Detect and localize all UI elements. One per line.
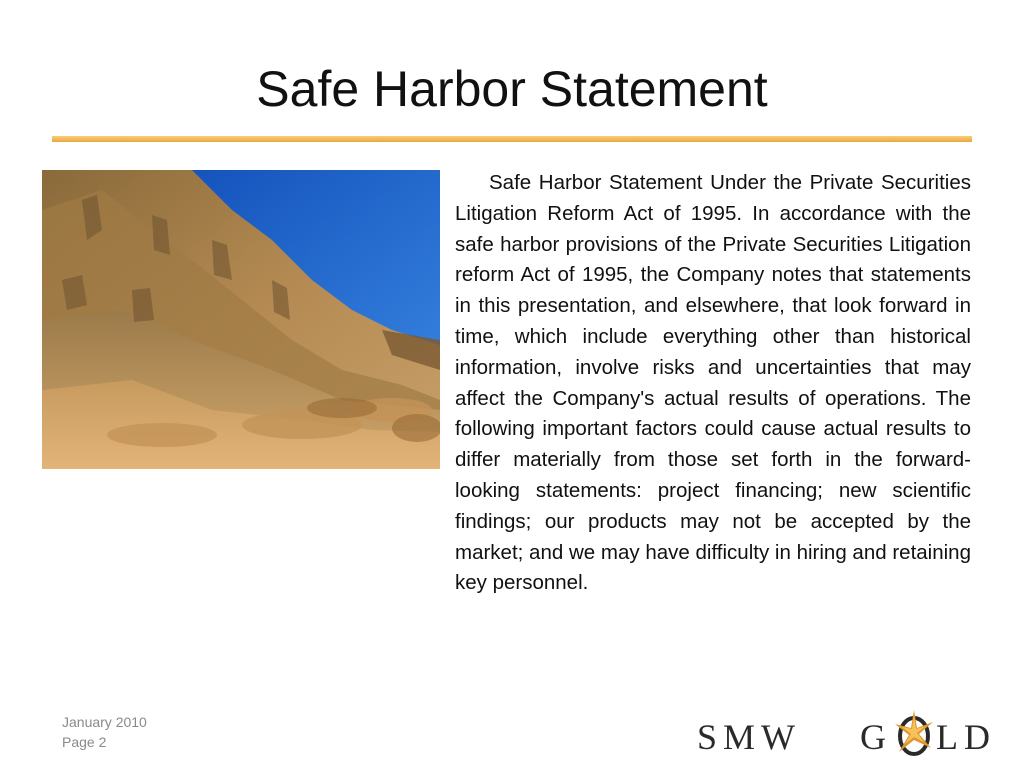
safe-harbor-body-text: Safe Harbor Statement Under the Private Securities Litigation Reform Act of 1995. In accordance with the safe harbor provisions of the Private Securities Litigation reform Act of 1995, the Company notes that statements in this presentation, and elsewhere, that look forward in time, which include everything other than historical information, involve risks and uncertainties that may affect the Company's actual results of operations. The following important factors could cause actual results to differ materially from those set forth in the forward-looking statements: project financing; new scientific findings; our products may not be accepted by the market; and we may have difficulty in hiring and retaining key personnel. [455,171,971,595]
logo-text-smw: SMW [697,717,802,757]
footer-date: January 2010 [62,714,147,730]
smw-gold-logo [695,704,1005,762]
slide-title: Safe Harbor Statement [256,61,768,117]
footer-page-number: Page 2 [62,734,107,750]
desert-hillside-photo [42,170,440,469]
title-divider [52,136,972,142]
gold-star-o-icon [891,708,937,758]
logo-text-g: G [860,717,892,757]
logo-text-ld: LD [936,717,996,757]
